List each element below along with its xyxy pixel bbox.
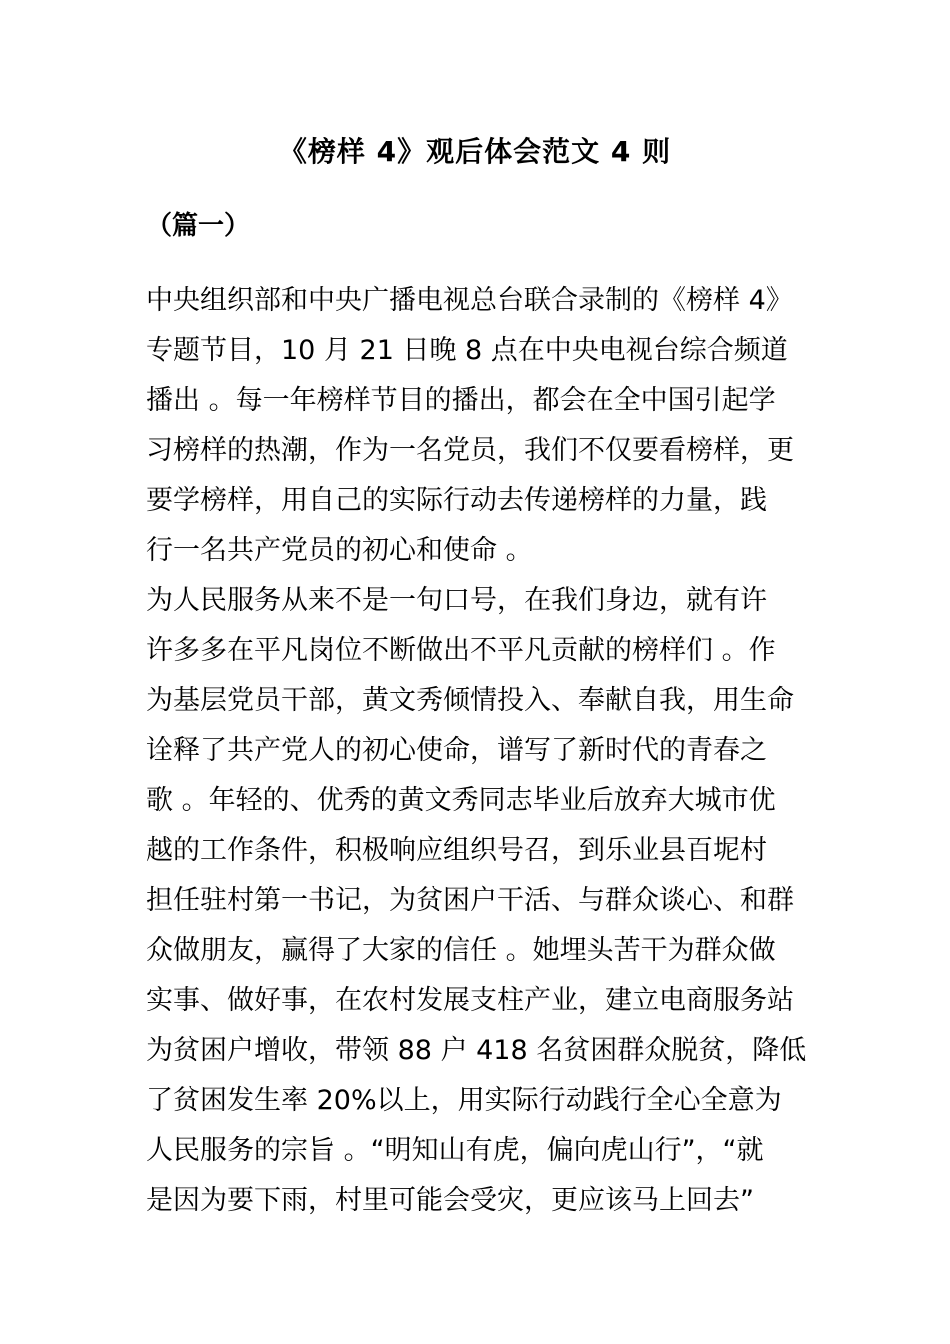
text-line: 中央组织部和中央广播电视总台联合录制的《榜样 4》 [146, 285, 793, 316]
text-line: 播出 。每一年榜样节目的播出，都会在全中国引起学 [146, 385, 776, 416]
text-line: 要学榜样，用自己的实际行动去传递榜样的力量，践 [146, 485, 767, 516]
text-line: 专题节目，10 月 21 日晚 8 点在中央电视台综合频道 [146, 335, 788, 366]
text-line: 行一名共产党员的初心和使命 。 [146, 535, 533, 566]
text-line: 越的工作条件，积极响应组织号召，到乐业县百坭村 [146, 835, 767, 866]
text-line: 实事、做好事，在农村发展支柱产业，建立电商服务站 [146, 985, 794, 1016]
section-heading: （篇一） [146, 211, 251, 241]
text-line: 为贫困户增收，带领 88 户 418 名贫困群众脱贫，降低 [146, 1035, 807, 1066]
body-text [146, 276, 816, 1226]
text-line: 为基层党员干部，黄文秀倾情投入、奉献自我，用生命 [146, 685, 794, 716]
text-line: 是因为要下雨，村里可能会受灾，更应该马上回去” [146, 1185, 754, 1216]
text-line: 诠释了共产党人的初心使命，谱写了新时代的青春之 [146, 735, 767, 766]
document-title: 《榜样 4》观后体会范文 4 则 [278, 135, 672, 168]
text-line: 众做朋友，赢得了大家的信任 。她埋头苦干为群众做 [146, 935, 776, 966]
text-line: 许多多在平凡岗位不断做出不平凡贡献的榜样们 。作 [146, 635, 776, 666]
text-line: 为人民服务从来不是一句口号，在我们身边，就有许 [146, 585, 767, 616]
text-line: 了贫困发生率 20%以上，用实际行动践行全心全意为 [146, 1085, 782, 1116]
text-line: 习榜样的热潮，作为一名党员，我们不仅要看榜样，更 [146, 435, 794, 466]
text-line: 担任驻村第一书记，为贫困户干活、与群众谈心、和群 [146, 885, 794, 916]
text-line: 歌 。年轻的、优秀的黄文秀同志毕业后放弃大城市优 [146, 785, 776, 816]
text-line: 人民服务的宗旨 。“明知山有虎，偏向虎山行”，“就 [146, 1135, 764, 1166]
